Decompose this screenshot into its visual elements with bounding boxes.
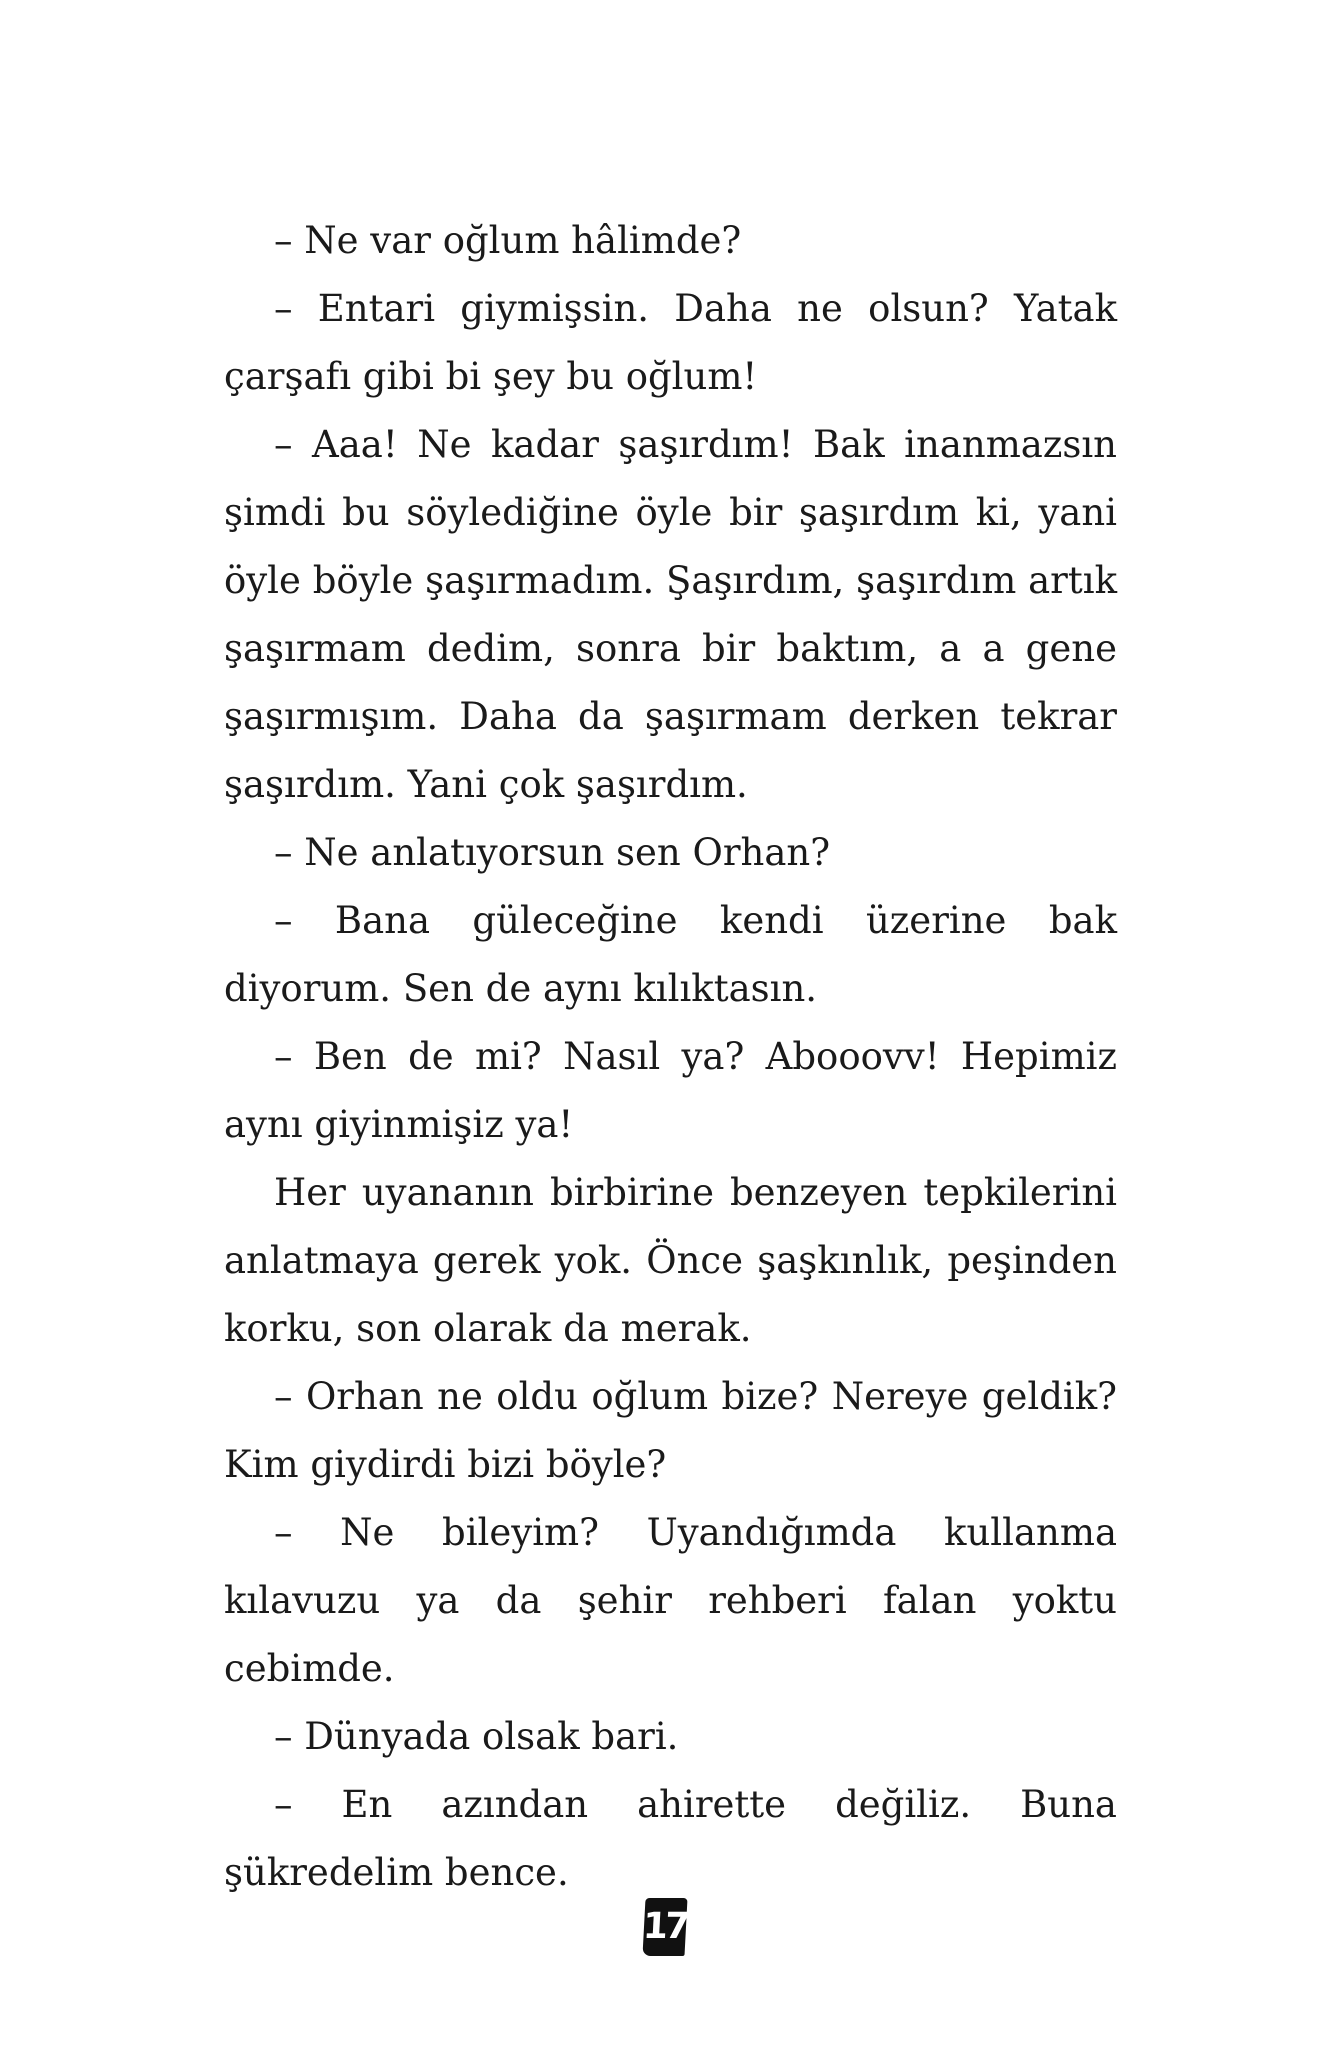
body-text: [224, 207, 1117, 1907]
paragraph: – Ne var oğlum hâlimde?: [274, 219, 742, 262]
paragraph: – Bana güleceğine kendi üzerine bak diyorum. Sen de aynı kılıktasın.: [224, 899, 1117, 1010]
paragraph: Her uyananın birbirine benzeyen tepkilerini anlatmaya gerek yok. Önce şaşkınlık, peşinden korku, son olarak da merak.: [224, 1171, 1117, 1350]
paragraph: – Ben de mi? Nasıl ya? Abooovv! Hepimiz aynı giyinmişiz ya!: [224, 1035, 1117, 1146]
paragraph: – Ne anlatıyorsun sen Orhan?: [274, 831, 831, 874]
paragraph: – Orhan ne oldu oğlum bize? Nereye geldik? Kim giydirdi bizi böyle?: [224, 1375, 1117, 1486]
paragraph: – En azından ahirette değiliz. Buna şükredelim bence.: [224, 1783, 1117, 1894]
paragraph: – Aaa! Ne kadar şaşırdım! Bak inanmazsın şimdi bu söylediğine öyle bir şaşırdım ki, yani öyle böyle şaşırmadım. Şaşırdım, şaşırdım artık şaşırmam dedim, sonra bir baktım, a a gene şaşırmışım. Daha da şaşırmam derken tekrar şaşırdım. Yani çok şaşırdım.: [224, 423, 1117, 806]
page-number: 17: [642, 1898, 687, 1956]
paragraph: – Dünyada olsak bari.: [274, 1715, 679, 1758]
paragraph: – Entari giymişsin. Daha ne olsun? Yatak çarşafı gibi bi şey bu oğlum!: [224, 287, 1117, 398]
paragraph: – Ne bileyim? Uyandığımda kullanma kılavuzu ya da şehir rehberi falan yoktu cebimde.: [224, 1511, 1117, 1690]
